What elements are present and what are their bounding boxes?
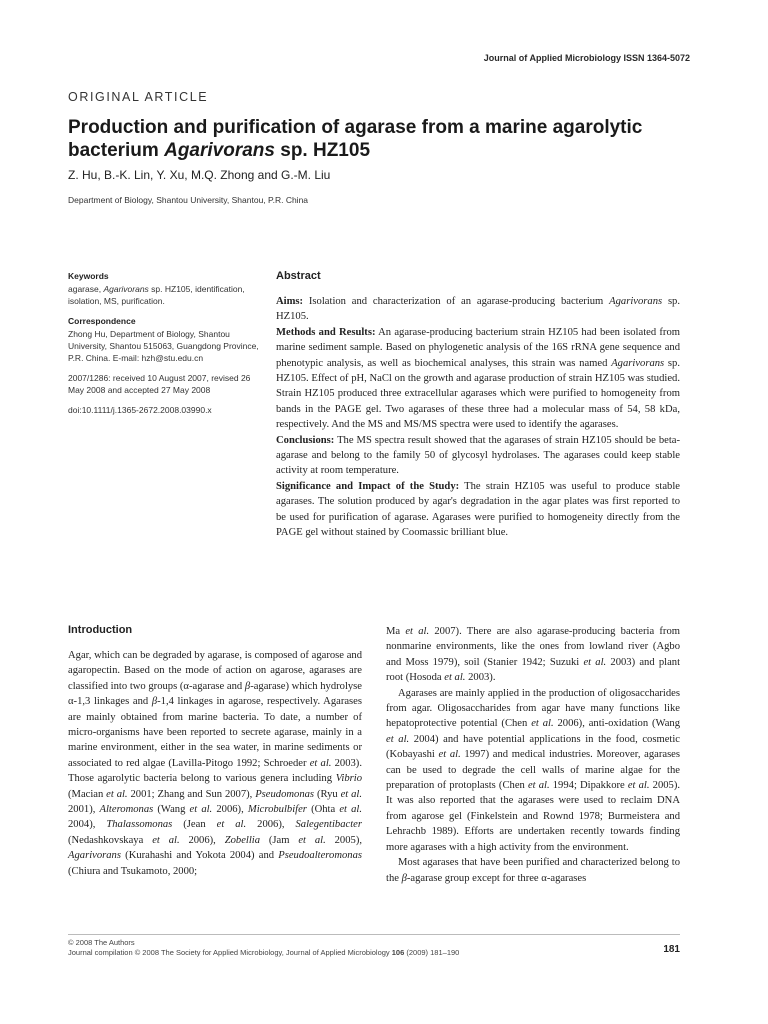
text-run: -1,4 linkages in agarose, respectively. Agarases are mainly obtained from marine bacteria. To date, a number of micro-organisms have been reported to secrete agarase, mainly in a marine environment, either in the sea water, in marine sediments or associated to red algae (Lavilla-Pitogo 1992; Schroeder bbox=[68, 696, 363, 769]
text-run: 2001; Zhang and Sun 2007), bbox=[127, 788, 256, 800]
page-footer bbox=[68, 938, 680, 958]
text-run: 2006), bbox=[179, 834, 225, 846]
text-run: 2006), bbox=[212, 804, 248, 816]
methods-label: Methods and Results: bbox=[276, 326, 376, 338]
et-al: et al. bbox=[444, 672, 466, 684]
journal-compilation-line bbox=[68, 948, 680, 958]
genus-name: Microbulbifer bbox=[247, 804, 307, 816]
et-al: et al. bbox=[583, 656, 607, 668]
keywords-part: agarase, bbox=[68, 284, 104, 294]
et-al: et al. bbox=[438, 749, 461, 761]
text-run: (Ohta bbox=[306, 804, 340, 816]
text-run: Ma bbox=[386, 626, 406, 637]
genus-name: Zobellia bbox=[224, 834, 261, 846]
footer-divider bbox=[68, 934, 680, 935]
text-run: Most agarases that have been purified and characterized belong to the bbox=[386, 857, 680, 884]
article-sidebar bbox=[68, 270, 268, 424]
text-run: 2007). There are also agarase-producing bacteria from nonmarine environments, like the ones from lowland river (Agbo and Moss 1979), soil (Stanier 1942; Suzuki bbox=[386, 626, 680, 668]
genus-name: Pseudomonas bbox=[255, 788, 315, 800]
text-run: Agar, which can be degraded by agarase, is composed of agarose and agaropectin. Based on the mode of action on agarose, agarases are classified into two groups (α-agarase and bbox=[68, 650, 362, 692]
title-text: Production and purification of agarase from a marine agarolytic bacterium bbox=[68, 117, 643, 161]
et-al: et al. bbox=[531, 718, 554, 730]
body-column-left bbox=[68, 624, 362, 879]
genus-name: Alteromonas bbox=[99, 804, 154, 816]
aims-label: Aims: bbox=[276, 296, 304, 307]
beta-symbol: β bbox=[401, 872, 407, 884]
body-column-right bbox=[386, 624, 680, 886]
text-run: (2009) 181–190 bbox=[404, 948, 460, 957]
doi-block bbox=[68, 404, 268, 416]
intro-paragraph-2 bbox=[386, 686, 680, 855]
keywords-heading: Keywords bbox=[68, 271, 109, 281]
et-al: et al. bbox=[152, 834, 180, 846]
et-al: et al. bbox=[298, 834, 326, 846]
text-run: 1997) and medical industries. Moreover, agarases can be used to degrade the cell walls of marine algae for the preparation of protoplasts (Chen bbox=[386, 749, 681, 792]
beta-symbol: β bbox=[151, 696, 158, 708]
text-run: (Jean bbox=[172, 819, 217, 831]
abstract-section bbox=[276, 270, 680, 541]
keywords-part: sp. HZ105, identification, isolation, MS, purification. bbox=[68, 284, 245, 306]
et-al: et al. bbox=[189, 804, 213, 816]
title-genus: Agarivorans bbox=[164, 140, 275, 161]
article-title bbox=[68, 116, 688, 162]
text-run: 1994; Dipakkore bbox=[549, 780, 628, 792]
genus-name: Salegentibacter bbox=[295, 819, 362, 831]
text-run: 2004), bbox=[68, 819, 107, 831]
intro-paragraph-1 bbox=[68, 648, 362, 879]
author-list: Z. Hu, B.-K. Lin, Y. Xu, M.Q. Zhong and G.-M. Liu bbox=[68, 168, 331, 182]
text-run: 2005), bbox=[325, 834, 362, 846]
methods-text: An agarase-producing bacterium strain HZ105 had been isolated from marine sediment sample. Based on phylogenetic analysis of the 16S rRNA gene sequence and phenotypic analysis, as well as biochemical analyses, this strain was named bbox=[276, 326, 680, 369]
doi: doi:10.1111/j.1365-2672.2008.03990.x bbox=[68, 405, 212, 415]
copyright-line: © 2008 The Authors bbox=[68, 938, 135, 947]
journal-header: Journal of Applied Microbiology ISSN 1364-5072 bbox=[483, 53, 690, 63]
conclusions-label: Conclusions: bbox=[276, 434, 335, 446]
text-run: (Nedashkovskaya bbox=[68, 834, 153, 846]
abstract-methods bbox=[276, 325, 680, 433]
et-al: et al. bbox=[405, 626, 430, 637]
genus-name: Pseudoalteromonas bbox=[278, 850, 362, 862]
text-run: -agarase group except for three α-agarases bbox=[406, 872, 587, 884]
et-al: et al. bbox=[527, 780, 550, 792]
text-run: Agarases are mainly applied in the production of oligosaccharides from agar. Oligosaccharides from agar have many functions like hepatoprotective potential (Chen bbox=[386, 687, 680, 730]
text-run: (Macian bbox=[68, 788, 107, 800]
abstract-conclusions bbox=[276, 433, 680, 479]
text-run: 2003). Those agarolytic bacteria belong to various genera including bbox=[68, 757, 362, 785]
methods-text: sp. HZ105. Effect of pH, NaCl on the growth and agarase production of strain HZ105 was studied. Strain HZ105 produced three extracellular agarases which were purified to homogeneity from bands in the PAGE gel. Two agarases of these three had a molecular mass of 54, 58 kDa, respectively. And the MS and MS/MS spectra were used to identify the agarases. bbox=[276, 357, 681, 431]
intro-paragraph-1-continued bbox=[386, 624, 680, 686]
text-run: 2001), bbox=[68, 804, 100, 816]
text-run: (Kurahashi and Yokota 2004) and bbox=[120, 850, 279, 862]
genus-name: Vibrio bbox=[335, 773, 362, 785]
et-al: et al. bbox=[386, 733, 410, 745]
text-run: (Wang bbox=[153, 804, 190, 816]
text-run: (Ryu bbox=[314, 788, 341, 800]
article-type: ORIGINAL ARTICLE bbox=[68, 90, 209, 104]
correspondence-heading: Correspondence bbox=[68, 316, 136, 326]
methods-genus: Agarivorans bbox=[611, 357, 665, 369]
et-al: et al. bbox=[309, 757, 332, 769]
affiliation: Department of Biology, Shantou University, Shantou, P.R. China bbox=[68, 195, 309, 205]
text-run: (Chiura and Tsukamoto, 2000; bbox=[68, 865, 198, 877]
intro-paragraph-3 bbox=[386, 855, 680, 886]
conclusions-text: The MS spectra result showed that the agarases of strain HZ105 should be beta-agarase and belong to the family 50 of glycosyl hydrolases. The agarases could keep stable activity at room temperature. bbox=[276, 434, 680, 477]
genus-name: Agarivorans bbox=[68, 850, 121, 862]
text-run: 2004) and have potential applications in the food, cosmetic (Kobayashi bbox=[386, 733, 680, 761]
text-run: -agarase) which hydrolyse α-1,3 linkages and bbox=[68, 680, 363, 708]
correspondence-text: Zhong Hu, Department of Biology, Shantou University, Shantou 515063, Guangdong Province, P.R. China. E-mail: hzh@stu.edu.cn bbox=[68, 329, 259, 363]
et-al: et al. bbox=[339, 804, 363, 816]
et-al: et al. bbox=[340, 788, 363, 800]
text-run: 2006), anti-oxidation (Wang bbox=[553, 718, 681, 730]
keywords-genus: Agarivorans bbox=[103, 284, 149, 294]
et-al: et al. bbox=[627, 780, 650, 792]
text-run: 2003) and plant root (Hosoda bbox=[386, 656, 681, 684]
received-dates: 2007/1286: received 10 August 2007, revised 26 May 2008 and accepted 27 May 2008 bbox=[68, 373, 251, 395]
significance-text: The strain HZ105 was useful to produce stable agarases. The solution produced by agar's degradation in the agar plates was first reported to be used for purification of agarase. Agarases were purified to homogeneity directly from the PAGE gel without stained by Coomassic brilliant blue. bbox=[276, 480, 680, 539]
abstract-aims bbox=[276, 294, 680, 325]
keywords-text bbox=[68, 283, 268, 307]
page-number: 181 bbox=[663, 944, 680, 955]
volume-number: 106 bbox=[391, 948, 405, 957]
abstract-heading: Abstract bbox=[276, 270, 321, 282]
title-text-end: sp. HZ105 bbox=[274, 140, 371, 161]
text-run: 2006), bbox=[246, 819, 296, 831]
text-run: Journal compilation © 2008 The Society for Applied Microbiology, Journal of Applied Microbiology bbox=[68, 948, 392, 957]
et-al: et al. bbox=[106, 788, 128, 800]
aims-text: sp. HZ105. bbox=[276, 296, 681, 323]
text-run: 2005). It was also reported that the agarases were used to reclaim DNA from agarose gel (Finkelstein and Rownd 1978; Burmeistera and Lehrachb 1989). Efforts are undertaken recently towards finding more agarases with a high activity from the environment. bbox=[386, 780, 681, 853]
abstract-significance bbox=[276, 479, 680, 541]
aims-genus: Agarivorans bbox=[609, 296, 663, 307]
text-run: (Jam bbox=[260, 834, 299, 846]
correspondence-block bbox=[68, 315, 268, 364]
dates-block bbox=[68, 372, 268, 396]
text-run: 2003). bbox=[465, 672, 496, 684]
significance-label: Significance and Impact of the Study: bbox=[276, 480, 460, 492]
keywords-block bbox=[68, 270, 268, 307]
introduction-heading: Introduction bbox=[68, 624, 133, 636]
aims-text: Isolation and characterization of an agarase-producing bacterium bbox=[303, 296, 610, 307]
genus-name: Thalassomonas bbox=[106, 819, 173, 831]
et-al: et al. bbox=[216, 819, 247, 831]
beta-symbol: β bbox=[244, 680, 251, 692]
